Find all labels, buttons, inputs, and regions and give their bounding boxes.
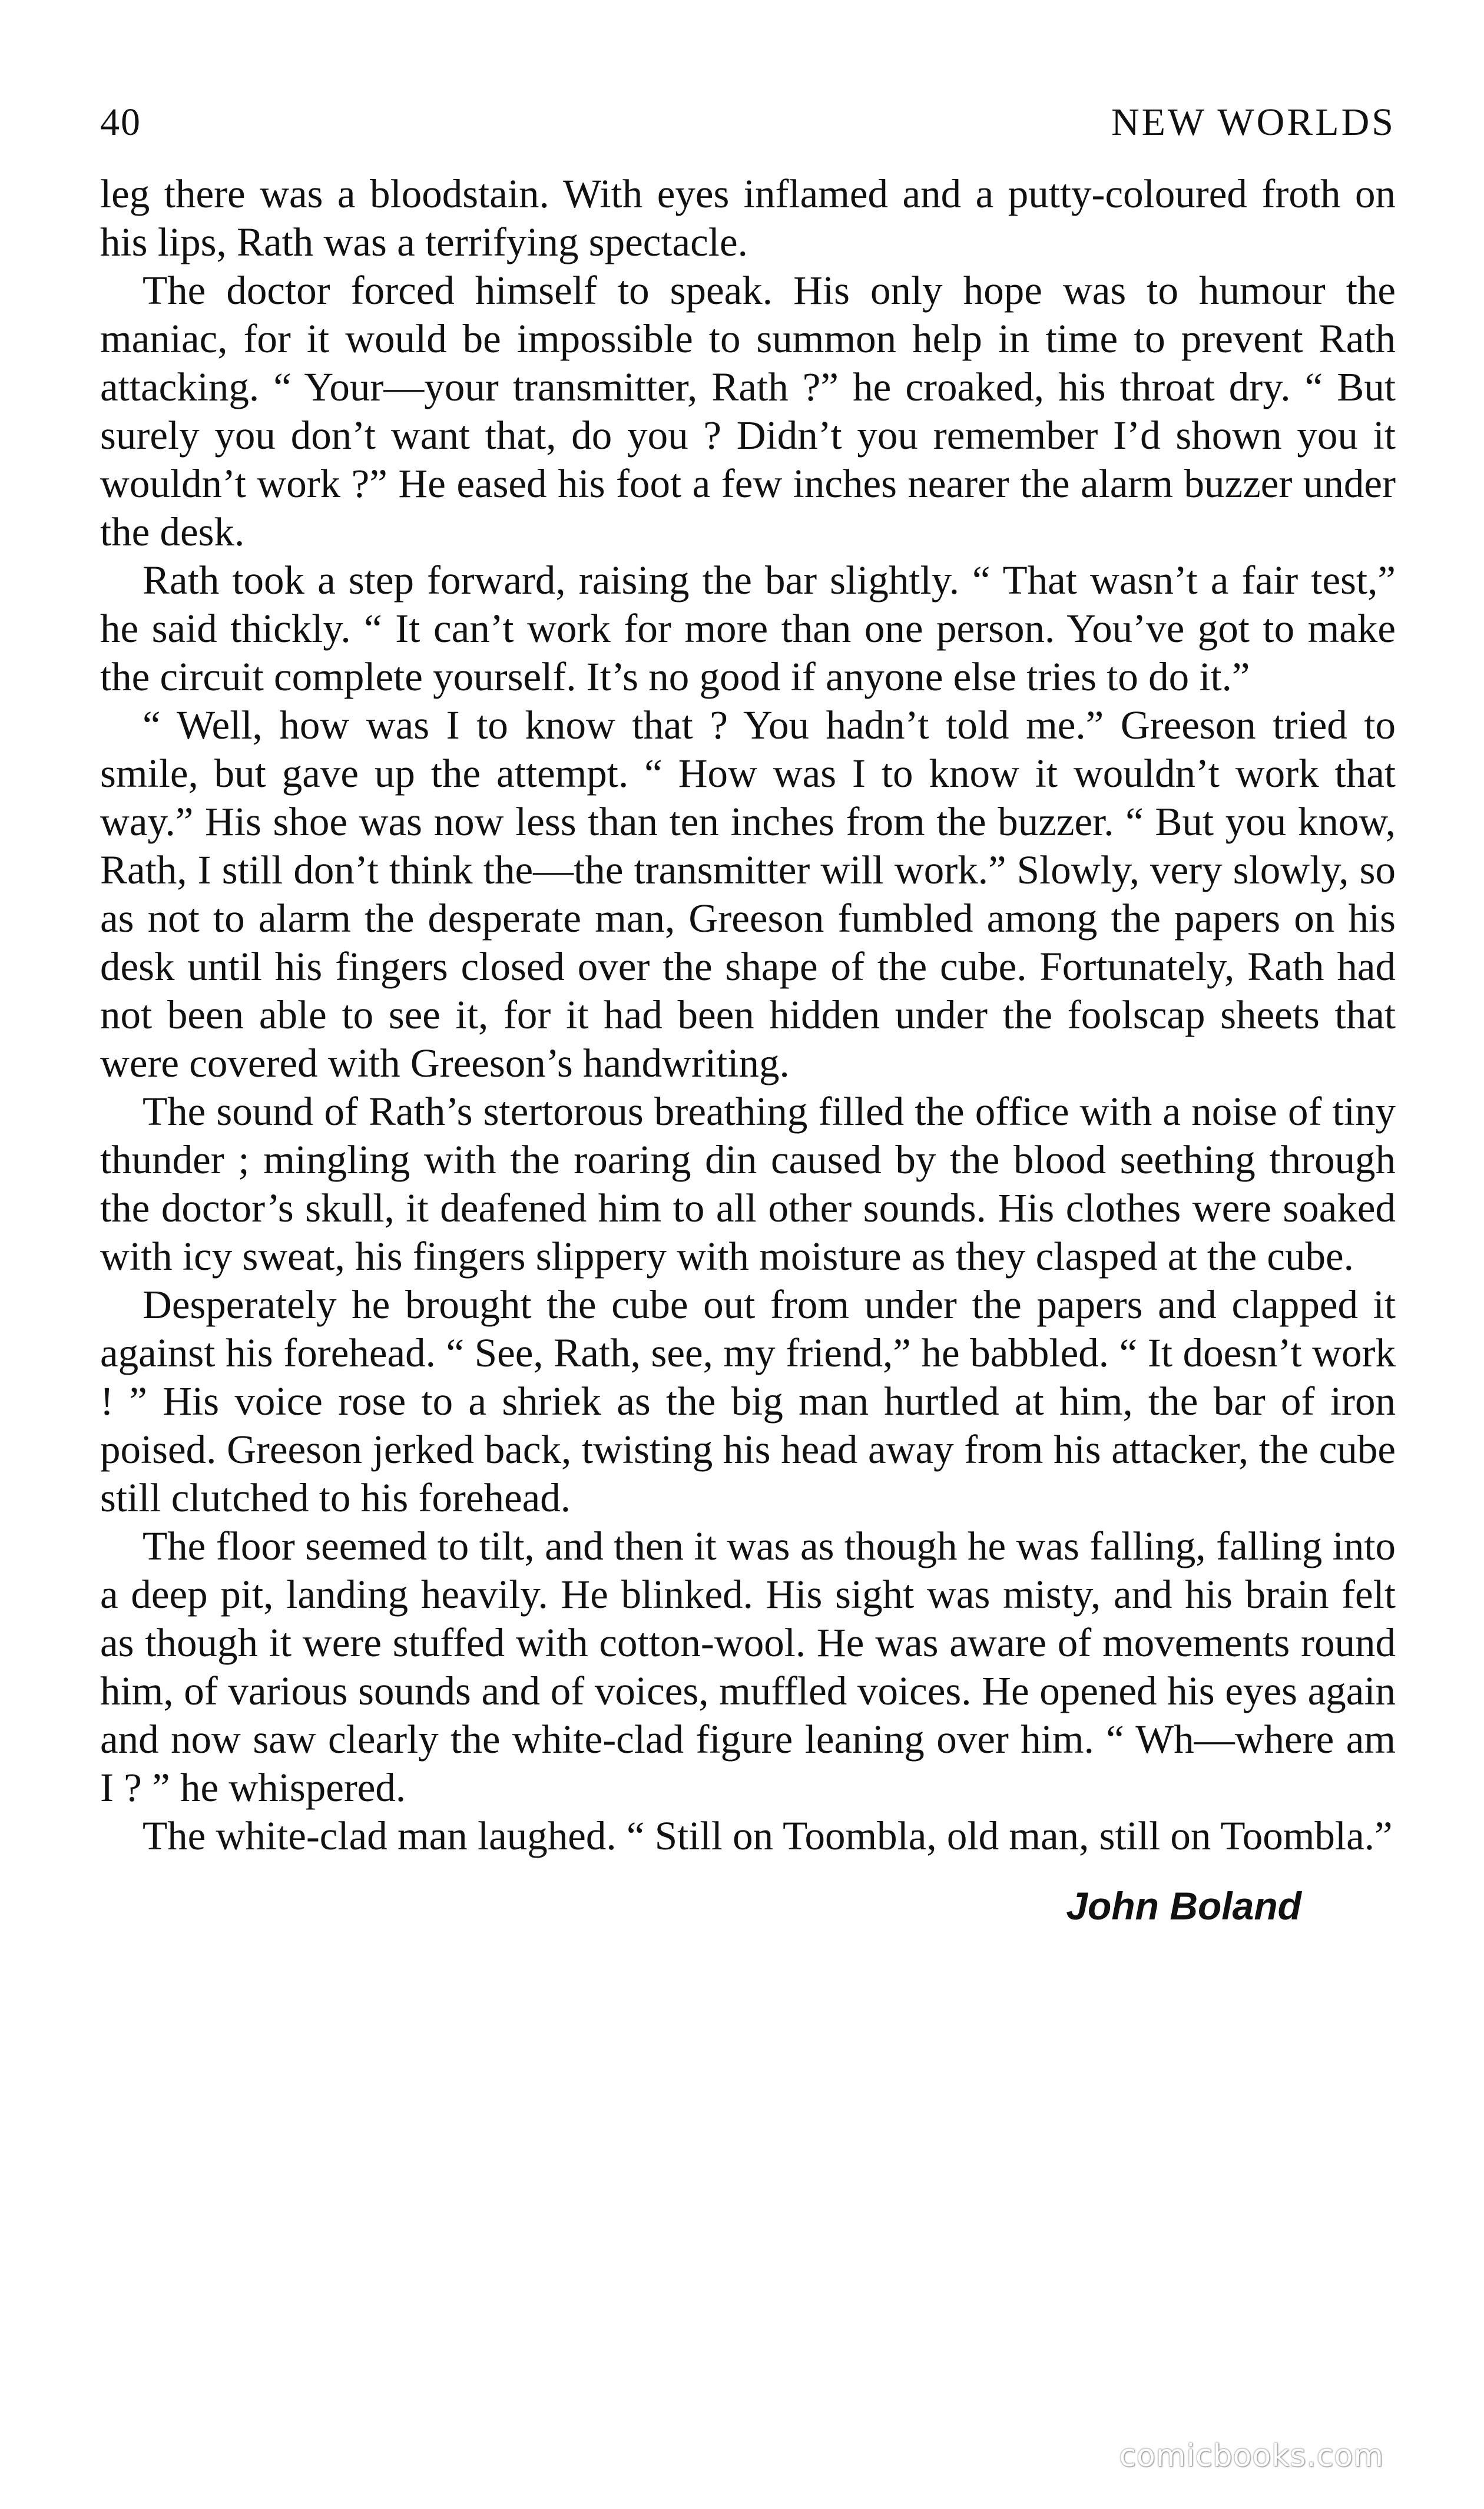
running-head [100,100,1396,165]
story-paragraph: leg there was a bloodstain. With eyes inflamed and a putty-coloured froth on his lips, Rath was a terrifying spectacle. [100,171,1396,264]
story-paragraph: The sound of Rath’s stertorous breathing filled the office with a noise of tiny thunder ; mingling with the roaring din caused by the blood seething through the doctor’s skull, it deafened him to all other sounds. His clothes were soaked with icy sweat, his fingers slippery with moisture as they clasped at the cube. [100,1089,1396,1279]
story-body [100,170,1396,1860]
story-paragraph: The floor seemed to tilt, and then it was as though he was falling, falling into a deep pit, landing heavily. He blinked. His sight was misty, and his brain felt as though it were stuffed with cotton-wool. He was aware of movements round him, of various sounds and of voices, muffled voices. He opened his eyes again and now saw clearly the white-clad figure leaning over him. “ Wh—where am I ? ” he whispered. [100,1524,1396,1810]
author-byline: John Boland [1066,1884,1301,1928]
page [100,100,1396,1928]
story-paragraph: The doctor forced himself to speak. His only hope was to humour the maniac, for it would be impossible to summon help in time to prevent Rath attacking. “ Your—your transmitter, Rath ?” he croaked, his throat dry. “ But surely you don’t want that, do you ? Didn’t you remember I’d shown you it wouldn’t work ?” He eased his foot a few inches nearer the alarm buzzer under the desk. [100,268,1396,554]
story-paragraph: The white-clad man laughed. “ Still on Toombla, old man, still on Toombla.” [143,1813,1393,1858]
story-paragraph: “ Well, how was I to know that ? You hadn’t told me.” Greeson tried to smile, but gave up the attempt. “ How was I to know it wouldn’t work that way.” His shoe was now less than ten inches from the buzzer. “ But you know, Rath, I still don’t think the—the transmitter will work.” Slowly, very slowly, so as not to alarm the desperate man, Greeson fumbled among the papers on his desk until his fingers closed over the shape of the cube. Fortunately, Rath had not been able to see it, for it had been hidden under the foolscap sheets that were covered with Greeson’s handwriting. [100,703,1396,1085]
story-paragraph: Rath took a step forward, raising the bar slightly. “ That wasn’t a fair test,” he said thickly. “ It can’t work for more than one person. You’ve got to make the circuit complete yourself. It’s no good if anyone else tries to do it.” [100,558,1396,699]
page-number: 40 [100,101,141,144]
watermark: comicbooks.com [1119,2438,1384,2474]
story-paragraph: Desperately he brought the cube out from under the papers and clapped it against his forehead. “ See, Rath, see, my friend,” he babbled. “ It doesn’t work ! ” His voice rose to a shriek as the big man hurtled at him, the bar of iron poised. Greeson jerked back, twisting his head away from his attacker, the cube still clutched to his forehead. [100,1282,1396,1520]
journal-title: NEW WORLDS [1111,101,1396,144]
